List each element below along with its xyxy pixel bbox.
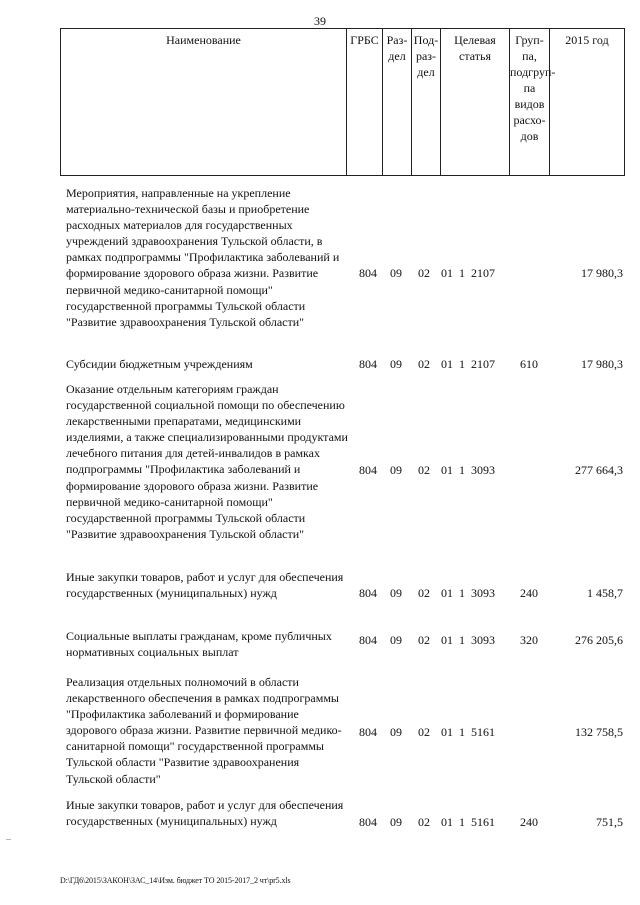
row-podrazdel: 02 — [418, 266, 430, 280]
row-celevaya: 01 1 3093 — [441, 633, 495, 647]
header-celevaya: Целевая статья — [441, 29, 510, 175]
row-sum: 17 980,3 — [581, 357, 623, 371]
row-podrazdel: 02 — [418, 815, 430, 829]
row-sum: 1 458,7 — [587, 586, 623, 600]
header-razdel: Раз- дел — [383, 29, 412, 175]
row-celevaya: 01 1 3093 — [441, 463, 495, 477]
row-celevaya: 01 1 2107 — [441, 266, 495, 280]
table-header — [60, 28, 625, 176]
row-gruppa: 240 — [520, 815, 538, 829]
row-razdel: 09 — [390, 586, 402, 600]
row-grbs: 804 — [359, 815, 377, 829]
header-year: 2015 год — [565, 33, 609, 47]
header-gruppa: Груп- па, подгруп- па видов расхо- дов — [510, 29, 550, 175]
table-row — [60, 674, 625, 789]
row-razdel: 09 — [390, 463, 402, 477]
row-razdel: 09 — [390, 266, 402, 280]
table-row — [60, 628, 625, 662]
row-sum: 277 664,3 — [575, 463, 623, 477]
header-podrazdel: Под- раз- дел — [412, 29, 441, 175]
row-gruppa: 610 — [520, 357, 538, 371]
row-podrazdel: 02 — [418, 633, 430, 647]
header-grbs: ГРБС — [347, 29, 383, 175]
row-name: Мероприятия, направленные на укрепление материально-технической базы и приобретение расходных материалов для государственных учреждений здравоохранения Тульской области, в рамках подпрограммы "Профилактика заболеваний и формирование здорового образа жизни. Развитие первичной медико-санитарной помощи" государственной программы Тульской области "Развитие здравоохранения Тульской области" — [66, 186, 340, 329]
row-celevaya: 01 1 5161 — [441, 725, 495, 739]
row-celevaya: 01 1 3093 — [441, 586, 495, 600]
row-name: Реализация отдельных полномочий в области лекарственного обеспечения в рамках подпрограммы "Профилактика заболеваний и формирование здорового образа жизни. Развитие первичной медико-санитарной помощи" государственной программы Тульской области "Развитие здравоохранения Тульской области" — [66, 675, 342, 786]
table-row — [60, 569, 625, 619]
table-row — [60, 797, 625, 847]
row-celevaya: 01 1 5161 — [441, 815, 495, 829]
row-gruppa: 320 — [520, 633, 538, 647]
row-grbs: 804 — [359, 357, 377, 371]
row-name: Социальные выплаты гражданам, кроме публичных нормативных социальных выплат — [66, 629, 332, 660]
row-grbs: 804 — [359, 266, 377, 280]
row-sum: 17 980,3 — [581, 266, 623, 280]
row-podrazdel: 02 — [418, 725, 430, 739]
row-sum: 276 205,6 — [575, 633, 623, 647]
row-razdel: 09 — [390, 357, 402, 371]
row-sum: 132 758,5 — [575, 725, 623, 739]
row-grbs: 804 — [359, 463, 377, 477]
table-row — [60, 356, 625, 376]
row-razdel: 09 — [390, 815, 402, 829]
page-number: 39 — [314, 14, 326, 28]
margin-mark: – — [6, 834, 11, 845]
table-row — [60, 185, 625, 350]
row-grbs: 804 — [359, 586, 377, 600]
row-name: Субсидии бюджетным учреждениям — [66, 357, 253, 371]
row-podrazdel: 02 — [418, 586, 430, 600]
row-sum: 751,5 — [596, 815, 623, 829]
row-name: Иные закупки товаров, работ и услуг для обеспечения государственных (муниципальных) нужд — [66, 570, 344, 601]
footer-file-path: D:\ГД6\2015\ЗАКОН\ЗАС_14\Изм. бюджет ТО 2015-2017_2 чт\pr5.xls — [60, 876, 291, 885]
row-name: Оказание отдельным категориям граждан государственной социальной помощи по обеспечению лекарственными препаратами, медицинскими изделиями, а также специализированными продуктами лечебного питания для детей-инвалидов в рамках подпрограммы "Профилактика заболеваний и формирование здорового образа жизни. Развитие первичной медико-санитарной помощи" государственной программы Тульской области "Развитие здравоохранения Тульской области" — [66, 382, 348, 541]
table-row — [60, 381, 625, 561]
row-name: Иные закупки товаров, работ и услуг для обеспечения государственных (муниципальных) нужд — [66, 798, 344, 829]
row-grbs: 804 — [359, 725, 377, 739]
row-celevaya: 01 1 2107 — [441, 357, 495, 371]
row-razdel: 09 — [390, 633, 402, 647]
row-podrazdel: 02 — [418, 357, 430, 371]
row-podrazdel: 02 — [418, 463, 430, 477]
row-gruppa: 240 — [520, 586, 538, 600]
header-name: Наименование — [61, 29, 347, 175]
row-razdel: 09 — [390, 725, 402, 739]
row-grbs: 804 — [359, 633, 377, 647]
